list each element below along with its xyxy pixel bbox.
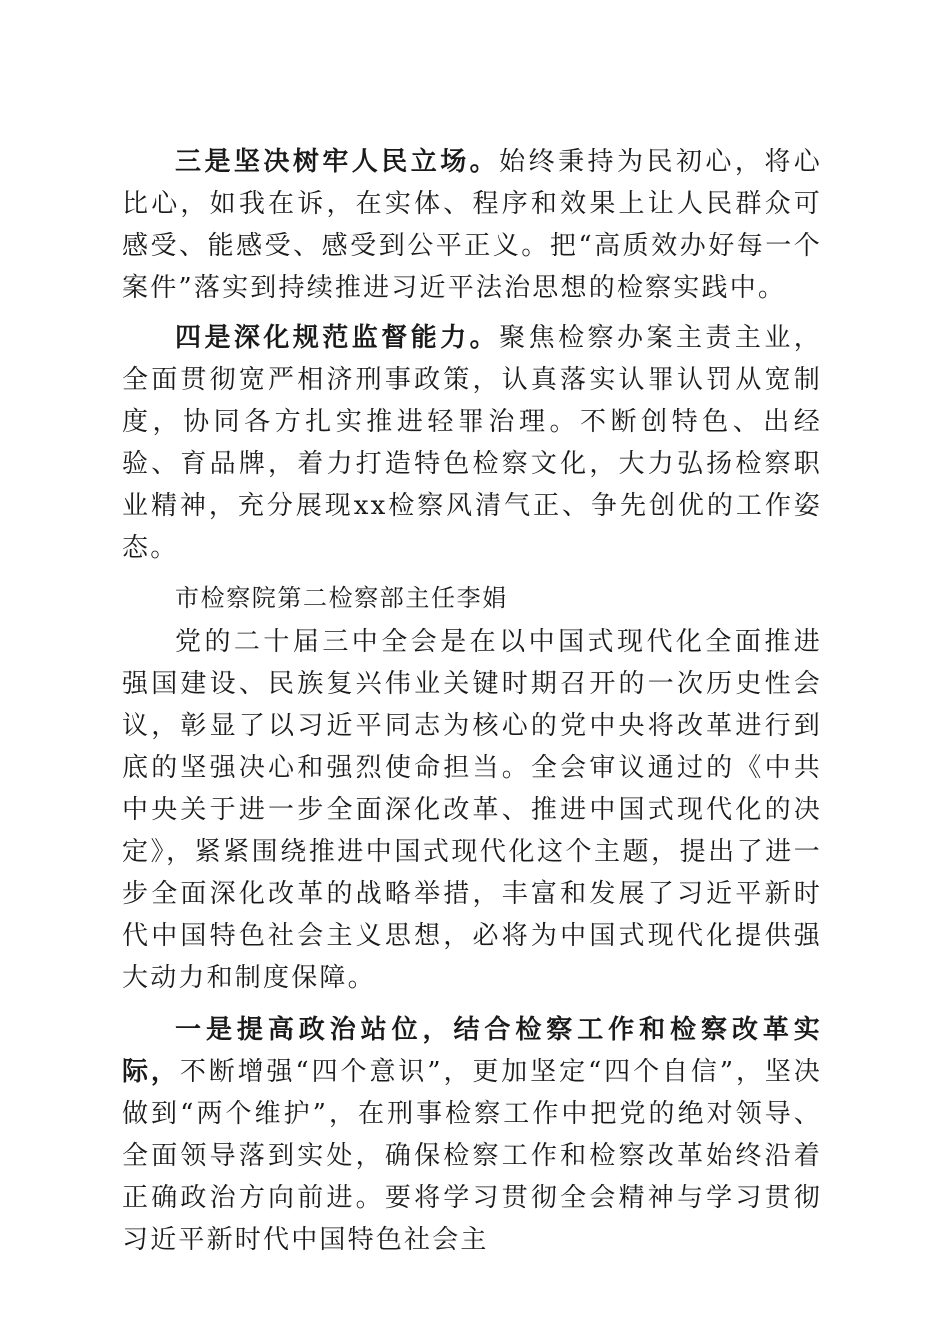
paragraph-lead: 三是坚决树牢人民立场。	[175, 147, 500, 177]
paragraph-text: 始终秉持为民初心，将心比心，如我在诉，在实体、程序和效果上让人民群众可感受、能感受、感受到公平正义。把“高质效办好每一个案件”落实到持续推进习近平法治思想的检察实践中。	[122, 147, 823, 303]
document-body	[122, 141, 822, 1261]
paragraph-political-stance	[122, 1009, 822, 1261]
paragraph-lead: 一是提高政治站位，结合检察工作和检察改革实际，	[122, 1015, 822, 1087]
paragraph-text: 党的二十届三中全会是在以中国式现代化全面推进强国建设、民族复兴伟业关键时期召开的一次历史性会议，彰显了以习近平同志为核心的党中央将改革进行到底的坚强决心和强烈使命担当。全会审议通过的《中共中央关于进一步全面深化改革、推进中国式现代化的决定》，紧紧围绕推进中国式现代化这个主题，提出了进一步全面深化改革的战略举措，丰富和发展了习近平新时代中国特色社会主义思想，必将为中国式现代化提供强大动力和制度保障。	[122, 627, 822, 993]
speaker-byline: 市检察院第二检察部主任李娟	[175, 584, 508, 612]
paragraph-lead: 四是深化规范监督能力。	[175, 323, 500, 353]
paragraph-plenary-session	[122, 621, 822, 999]
paragraph-text: 聚焦检察办案主责主业，全面贯彻宽严相济刑事政策，认真落实认罪认罚从宽制度，协同各方扎实推进轻罪治理。不断创特色、出经验、育品牌，着力打造特色检察文化，大力弘扬检察职业精神，充分展现xx检察风清气正、争先创优的工作姿态。	[122, 323, 823, 563]
paragraph-supervision	[122, 317, 822, 569]
paragraph-people-stance	[122, 141, 822, 309]
paragraph-text: 不断增强“四个意识”，更加坚定“四个自信”，坚决做到“两个维护”，在刑事检察工作中把党的绝对领导、全面领导落到实处，确保检察工作和检察改革始终沿着正确政治方向前进。要将学习贯彻全会精神与学习贯彻习近平新时代中国特色社会主	[122, 1057, 822, 1255]
